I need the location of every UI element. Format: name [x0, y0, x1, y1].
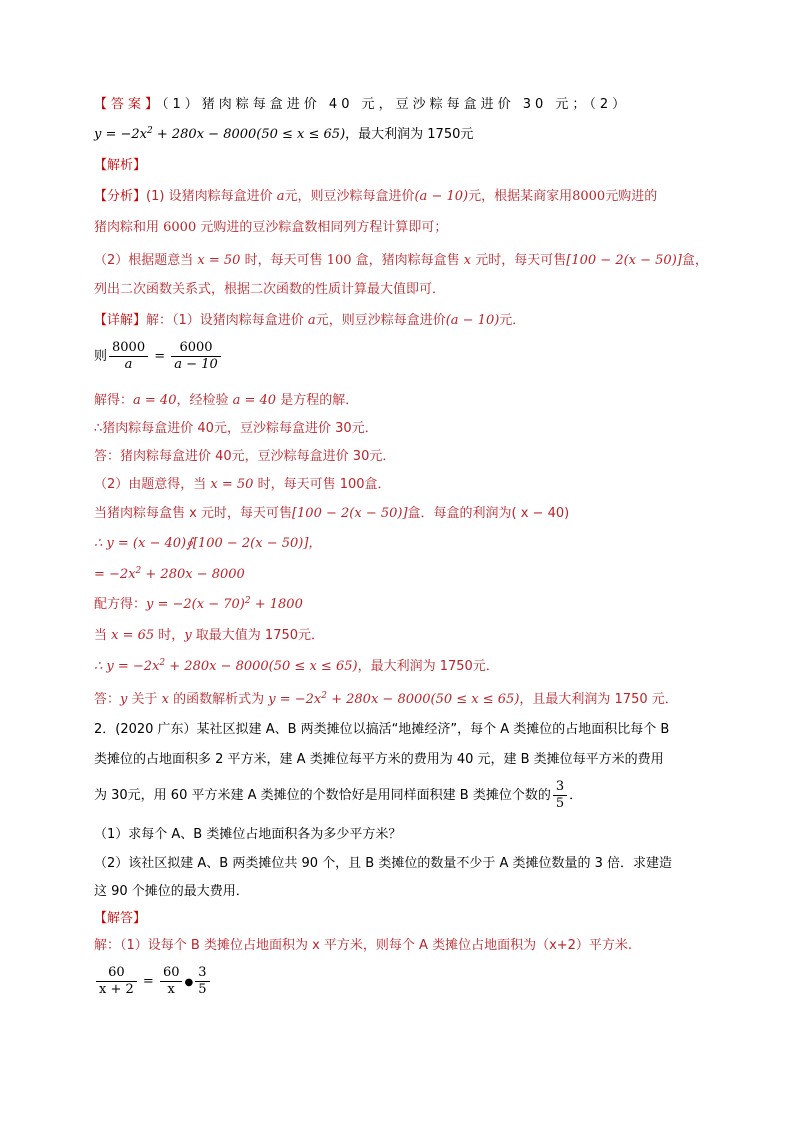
fraction-3-over-5: $\frac{3}{5}$ — [553, 779, 567, 812]
q2-solution-line-1: 解：（1）设每个 B 类摊位占地面积为 x 平方米，则每个 A 类摊位占地面积为（x+2）平方米. — [94, 938, 633, 953]
analysis-line-2: 猪肉粽和用 6000 元购进的豆沙粽盒数相同列方程计算即可； — [94, 220, 448, 235]
detail-part2-line-1: （2）由题意得，当 x = 50 时，每天可售 100盒． — [94, 477, 391, 492]
fraction-60-over-x: $\frac{60}{x}$ — [160, 965, 183, 998]
answer-max-profit: ，最大利润为 1750元 — [345, 127, 474, 142]
analysis-tag: 【分析】 — [94, 189, 147, 204]
detail-therefore-1: ∴猪肉粽每盒进价 40元，豆沙粽每盒进价 30元． — [94, 421, 378, 436]
answer-line-2 — [94, 126, 473, 144]
analysis-header: 【解析】 — [94, 158, 147, 173]
detail-part2-line-2: 当猪肉粽每盒售 x 元时，每天可售[100 − 2(x − 50)]盒．每盒的利润为( x − 40) — [94, 506, 570, 521]
answer-tag: 【答案】 — [94, 97, 163, 112]
answer-line-1 — [94, 96, 629, 114]
fraction-6000-over-a-minus-10: $\frac{6000}{a - 10}$ — [171, 340, 220, 373]
solution-tag: 【解答】 — [94, 911, 147, 926]
detail-part2-line-3: ∴ y = (x − 40)∮[100 − 2(x − 50)]， — [94, 536, 322, 551]
q2-line-3: 为 30元，用 60 平方米建 A 类摊位的个数恰好是用同样面积建 B 类摊位个数的 $\frac{3}{5}$ ． — [94, 779, 583, 811]
detail-therefore-2: ∴ $y = -2x^2 + 280x - 8000(50 \le x \le 65)$，最大利润为 1750元． — [94, 658, 499, 674]
detail-part2-line-4: = $-2x^2 + 280x - 8000$ — [94, 566, 245, 582]
q2-sub-question-2-cont: 这 90 个摊位的最大费用． — [94, 884, 249, 899]
equation-fractions: 则 $\frac{8000}{a}$ = $\frac{6000}{a - 10}$ — [94, 340, 223, 374]
fraction-3-over-5-b: $\frac{3}{5}$ — [195, 965, 209, 998]
answer-text: （1）猪肉粽每盒进价 40 元，豆沙粽每盒进价 30 元；（2） — [162, 97, 630, 112]
detail-complete-square: 配方得：$y = -2(x - 70)^2 + 1800$ — [94, 596, 303, 612]
detail-max-value: 当 x = 65 时，y 取最大值为 1750元． — [94, 628, 325, 643]
detail-line-1: 【详解】解：（1）设猪肉粽每盒进价 a元，则豆沙粽每盒进价(a − 10)元． — [94, 313, 526, 328]
detail-final-answer: 答：y 关于 x 的函数解析式为 $y = -2x^2 + 280x - 8000(50 \le x \le 65)$，且最大利润为 1750 元． — [94, 691, 678, 707]
multiply-dot: ● — [184, 977, 194, 988]
q2-line-1: 2．(2020 广东）某社区拟建 A、B 两类摊位以搞活“地摊经济”，每个 A 类摊位的占地面积比每个 B — [94, 722, 670, 737]
analysis-line-4: 列出二次函数关系式，根据二次函数的性质计算最大值即可． — [94, 282, 446, 297]
q2-sub-question-1: （1）求每个 A、B 类摊位占地面积各为多少平方米？ — [94, 827, 402, 842]
detail-solve-line: 解得：a = 40，经检验 a = 40 是方程的解． — [94, 393, 359, 408]
q2-line-2: 类摊位的占地面积多 2 平方米，建 A 类摊位每平方米的费用为 40 元，建 B 类摊位每平方米的费用 — [94, 752, 664, 767]
analysis-line-3: （2）根据题意当 x = 50 时，每天可售 100 盒，猪肉粽每盒售 x 元时，每天可售[100 − 2(x − 50)]盒， — [94, 253, 708, 268]
q2-sub-question-2: （2）该社区拟建 A、B 两类摊位共 90 个，且 B 类摊位的数量不少于 A 类摊位数量的 3 倍．求建造 — [94, 856, 673, 871]
detail-tag: 【详解】 — [94, 313, 147, 328]
answer-formula: $y = -2x^2 + 280x - 8000(50 \le x \le 65)$ — [94, 126, 346, 142]
fraction-60-over-x-plus-2: $\frac{60}{x + 2}$ — [96, 965, 137, 998]
fraction-8000-over-a: $\frac{8000}{a}$ — [109, 340, 148, 373]
detail-answer-1: 答：猪肉粽每盒进价 40元，豆沙粽每盒进价 30元． — [94, 449, 396, 464]
q2-equation: $\frac{60}{x + 2}$ = $\frac{60}{x}$ ● $\frac{3}{5}$ — [94, 962, 212, 1003]
analysis-line-1: 【分析】(1) 设猪肉粽每盒进价 a元，则豆沙粽每盒进价(a − 10)元，根据某商家用8000元购进的 — [94, 189, 658, 204]
